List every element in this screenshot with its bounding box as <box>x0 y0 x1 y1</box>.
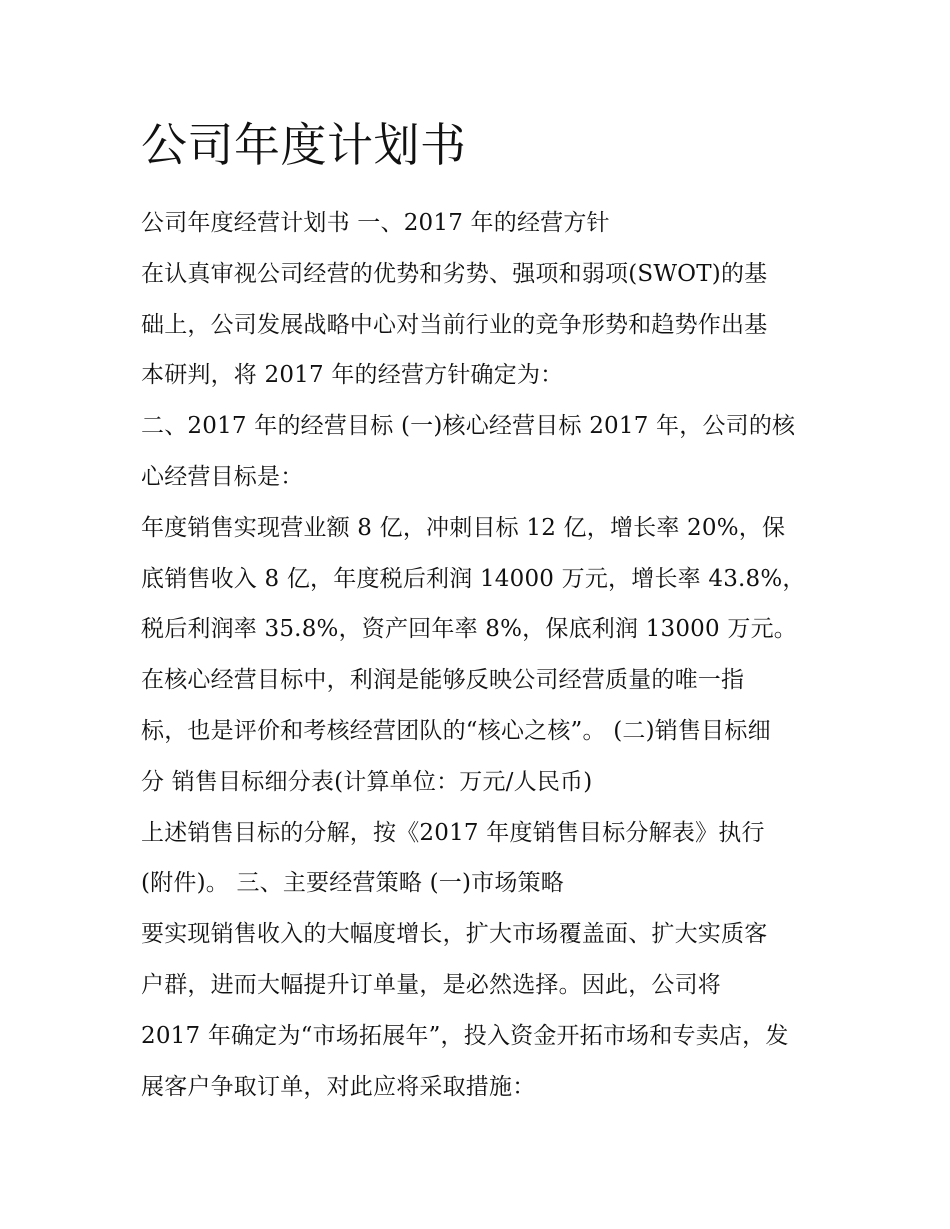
body-line: 年度销售实现营业额 8 亿，冲刺目标 12 亿，增长率 20%，保 <box>141 514 786 541</box>
body-line: 底销售收入 8 亿，年度税后利润 14000 万元，增长率 43.8%， <box>141 565 806 592</box>
body-line: 展客户争取订单，对此应将采取措施： <box>141 1073 536 1100</box>
document-content <box>141 112 821 1112</box>
document-body <box>141 198 821 1112</box>
body-line: 户群，进而大幅提升订单量，是必然选择。因此，公司将 <box>141 971 721 998</box>
body-line: 公司年度经营计划书 一、2017 年的经营方针 <box>141 210 610 236</box>
body-line: 二、2017 年的经营目标 (一)核心经营目标 2017 年，公司的核 <box>141 413 796 440</box>
body-line: 2017 年确定为“市场拓展年”，投入资金开拓市场和专卖店，发 <box>141 1022 789 1049</box>
body-line: 上述销售目标的分解，按《2017 年度销售目标分解表》执行 <box>141 819 765 846</box>
body-line: 心经营目标是： <box>141 463 304 490</box>
body-line: 础上，公司发展战略中心对当前行业的竞争形势和趋势作出基 <box>141 311 768 338</box>
body-line: 分 销售目标细分表(计算单位：万元/人民币) <box>141 768 593 795</box>
body-line: 要实现销售收入的大幅度增长，扩大市场覆盖面、扩大实质客 <box>141 921 768 948</box>
body-line: 在认真审视公司经营的优势和劣势、强项和弱项(SWOT)的基 <box>141 260 768 287</box>
body-line: 在核心经营目标中，利润是能够反映公司经营质量的唯一指 <box>141 667 745 694</box>
document-title: 公司年度计划书 <box>141 118 467 172</box>
body-line: 标，也是评价和考核经营团队的“核心之核”。 (二)销售目标细 <box>141 717 771 744</box>
body-line: 本研判，将 2017 年的经营方针确定为： <box>141 362 564 389</box>
body-line: (附件)。 三、主要经营策略 (一)市场策略 <box>141 870 564 897</box>
body-line: 税后利润率 35.8%，资产回年率 8%，保底利润 13000 万元。 <box>141 616 797 643</box>
